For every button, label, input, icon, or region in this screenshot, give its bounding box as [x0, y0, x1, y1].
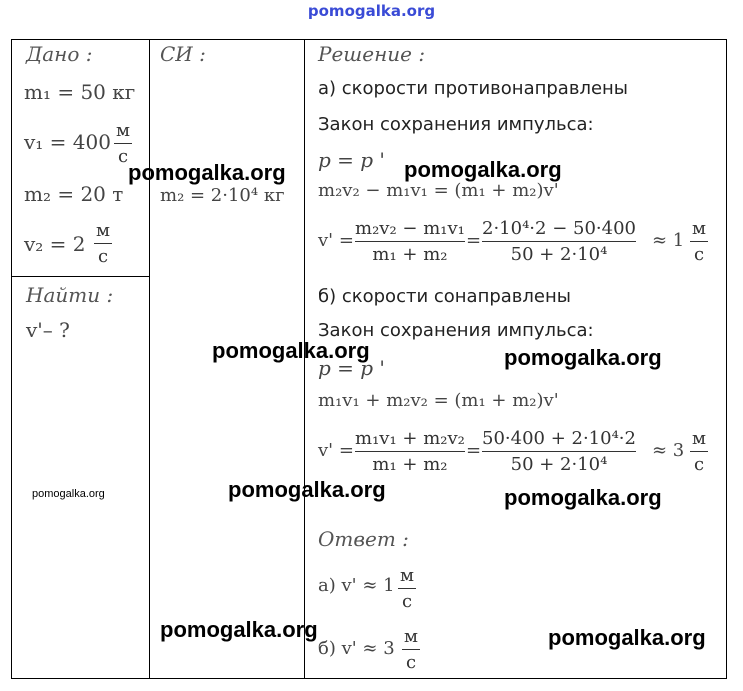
- site-header: pomogalka.org: [307, 2, 436, 20]
- eq-b3-frac2: [482, 428, 636, 475]
- answer-b-unit: [402, 626, 420, 673]
- fraction-bar: [114, 143, 132, 144]
- eq-b2: m₁v₁ + m₂v₂ = (m₁ + m₂)v': [318, 390, 559, 411]
- eq-b3-equals: =: [466, 440, 482, 461]
- given-m1: m₁ = 50 кг: [24, 80, 136, 104]
- watermark: pomogalka.org: [160, 617, 318, 642]
- watermark: pomogalka.org: [212, 338, 370, 363]
- eq-a3-unit: [690, 218, 708, 265]
- eq-a3-lhs: v' =: [318, 230, 354, 251]
- unit-numerator: м: [95, 220, 110, 241]
- answer-a-unit: [398, 565, 416, 612]
- unit-denominator: с: [693, 454, 705, 475]
- given-find-divider: [11, 276, 149, 277]
- answer-header: Ответ :: [318, 527, 409, 551]
- given-v2: v₂ = 2: [24, 232, 86, 256]
- denominator: 50 + 2·10⁴: [510, 454, 608, 475]
- unit-numerator: м: [691, 428, 706, 449]
- fraction-bar: [355, 241, 465, 242]
- watermark: pomogalka.org: [504, 485, 662, 510]
- unit-numerator: м: [691, 218, 706, 239]
- numerator: m₁v₁ + m₂v₂: [355, 428, 465, 449]
- fraction-bar: [398, 588, 416, 589]
- numerator: 50·400 + 2·10⁴·2: [482, 428, 636, 449]
- watermark: pomogalka.org: [404, 157, 562, 182]
- law-a: Закон сохранения импульса:: [318, 114, 594, 135]
- eq-a2: m₂v₂ − m₁v₁ = (m₁ + m₂)v': [318, 180, 559, 201]
- column-divider-1: [149, 39, 150, 679]
- numerator: 2·10⁴·2 − 50·400: [482, 218, 636, 239]
- unit-denominator: с: [401, 591, 413, 612]
- fraction-bar: [690, 451, 708, 452]
- eq-a3-frac1: [355, 218, 465, 265]
- unit-denominator: с: [117, 146, 129, 167]
- eq-b3-frac1: [355, 428, 465, 475]
- fraction-bar: [94, 243, 112, 244]
- unit-numerator: м: [403, 626, 418, 647]
- answer-a: а) v' ≈ 1: [318, 575, 395, 596]
- unit-numerator: м: [115, 120, 130, 141]
- unit-denominator: с: [97, 246, 109, 267]
- answer-b: б) v' ≈ 3: [318, 638, 395, 659]
- unit-denominator: с: [405, 652, 417, 673]
- solution-header: Решение :: [318, 42, 426, 66]
- denominator: m₁ + m₂: [372, 454, 448, 475]
- si-header: СИ :: [160, 42, 206, 66]
- watermark: pomogalka.org: [548, 625, 706, 650]
- watermark: pomogalka.org: [32, 488, 105, 500]
- unit-numerator: м: [399, 565, 414, 586]
- eq-b3-unit: [690, 428, 708, 475]
- case-a-title: а) скорости противонаправлены: [318, 78, 628, 99]
- eq-b1: p = p ': [318, 356, 385, 380]
- find-item: v'– ?: [26, 318, 70, 342]
- denominator: m₁ + m₂: [372, 244, 448, 265]
- given-v1: v₁ = 400: [24, 130, 111, 154]
- eq-b3-result: ≈ 3: [652, 440, 685, 461]
- case-b-title: б) скорости сонаправлены: [318, 286, 571, 307]
- eq-a3-result: ≈ 1: [652, 230, 685, 251]
- given-v2-unit: [94, 220, 112, 267]
- fraction-bar: [482, 241, 636, 242]
- law-b: Закон сохранения импульса:: [318, 320, 594, 341]
- watermark: pomogalka.org: [504, 345, 662, 370]
- fraction-bar: [690, 241, 708, 242]
- fraction-bar: [355, 451, 465, 452]
- find-header: Найти :: [26, 283, 114, 307]
- denominator: 50 + 2·10⁴: [510, 244, 608, 265]
- eq-a3-frac2: [482, 218, 636, 265]
- given-header: Дано :: [26, 42, 93, 66]
- fraction-bar: [402, 649, 420, 650]
- fraction-bar: [482, 451, 636, 452]
- watermark: pomogalka.org: [228, 477, 386, 502]
- si-value: m₂ = 2·10⁴ кг: [160, 185, 285, 206]
- watermark: pomogalka.org: [128, 160, 286, 185]
- eq-a1: p = p ': [318, 148, 385, 172]
- eq-b3-lhs: v' =: [318, 440, 354, 461]
- unit-denominator: с: [693, 244, 705, 265]
- numerator: m₂v₂ − m₁v₁: [355, 218, 465, 239]
- given-m2: m₂ = 20 т: [24, 182, 124, 206]
- eq-a3-equals: =: [466, 230, 482, 251]
